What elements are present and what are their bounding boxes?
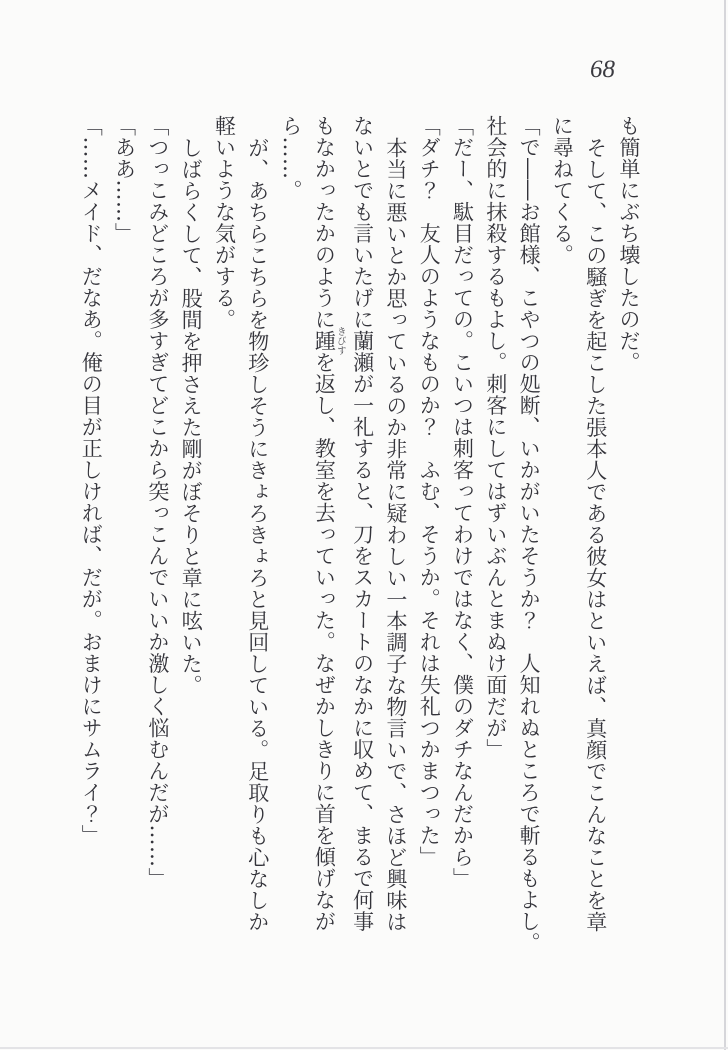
column-text: 軽いような気がする。 bbox=[212, 115, 237, 330]
text-column bbox=[141, 115, 174, 1020]
ruby-kibisu bbox=[312, 326, 346, 355]
text-column bbox=[578, 115, 611, 1042]
text-column bbox=[445, 115, 478, 1020]
text-column bbox=[379, 115, 412, 1042]
column-text: も簡単にぶち壊したのだ。 bbox=[617, 115, 641, 373]
text-column bbox=[545, 115, 578, 1020]
scan-edge-right bbox=[724, 0, 726, 1050]
column-text: ないとでも言いたげに蘭瀬が一礼すると、刀をスカートのなかに収めて、まるで何事 bbox=[350, 115, 375, 932]
column-text: しばらくして、股間を押さえた剛がぼそりと章に呟いた。 bbox=[179, 136, 204, 696]
text-column bbox=[412, 115, 445, 1020]
column-text: 「ああ……」 bbox=[112, 115, 137, 244]
column-text-after: を返し、教室を去っていった。なぜかしきりに首を傾げなが bbox=[312, 351, 337, 932]
text-column bbox=[174, 115, 207, 1042]
column-text: ら……。 bbox=[279, 115, 304, 201]
column-text: が、あちらこちらを物珍しそうにきょろきょろと見回している。足取りも心なしか bbox=[245, 136, 270, 932]
text-column bbox=[107, 115, 140, 1020]
text-column bbox=[479, 115, 512, 1020]
column-text: 「……メイド、だなあ。俺の目が正しければ、だが。おまけにサムライ？」 bbox=[79, 115, 104, 846]
text-column bbox=[274, 115, 307, 1020]
column-text: そして、この騒ぎを起こした張本人である彼女はといえば、真顔でこんなことを章 bbox=[583, 136, 608, 932]
ruby-text: きびす bbox=[334, 326, 346, 355]
text-column bbox=[345, 115, 378, 1020]
column-text: に尋ねてくる。 bbox=[550, 115, 575, 266]
text-column bbox=[207, 115, 240, 1020]
column-text: 社会的に抹殺するもよし。刺客にしてはずいぶんとまぬけ面だが」 bbox=[483, 115, 508, 760]
column-text-before: もなかったかのように bbox=[312, 115, 337, 330]
text-column bbox=[74, 115, 107, 1020]
column-text: 「ダチ？ 友人のようなものか？ ふむ、そうか。それは失礼つかまつった」 bbox=[417, 115, 442, 868]
page-number: 68 bbox=[590, 56, 615, 83]
ruby-base: 踵 bbox=[312, 326, 337, 355]
column-text: 「で――お館様、こやつの処断、いかがいたそうか？ 人知れぬところで斬るもよし。 bbox=[517, 115, 542, 954]
text-column bbox=[612, 115, 645, 1020]
text-block bbox=[74, 115, 645, 1020]
column-text: 「つっこみどころが多すぎてどこから突っこんでいいか激しく悩むんだが……」 bbox=[145, 115, 170, 889]
column-text: 「だー、駄目だっての。こいつは刺客ってわけではなく、僕のダチなんだから」 bbox=[450, 115, 475, 889]
text-column bbox=[307, 115, 345, 1020]
scan-edge-bottom bbox=[0, 1047, 728, 1049]
text-column bbox=[240, 115, 273, 1042]
text-column bbox=[512, 115, 545, 1020]
column-text: 本当に悪いとか思っているのか非常に疑わしい一本調子な物言いで、さほど興味は bbox=[383, 136, 408, 932]
